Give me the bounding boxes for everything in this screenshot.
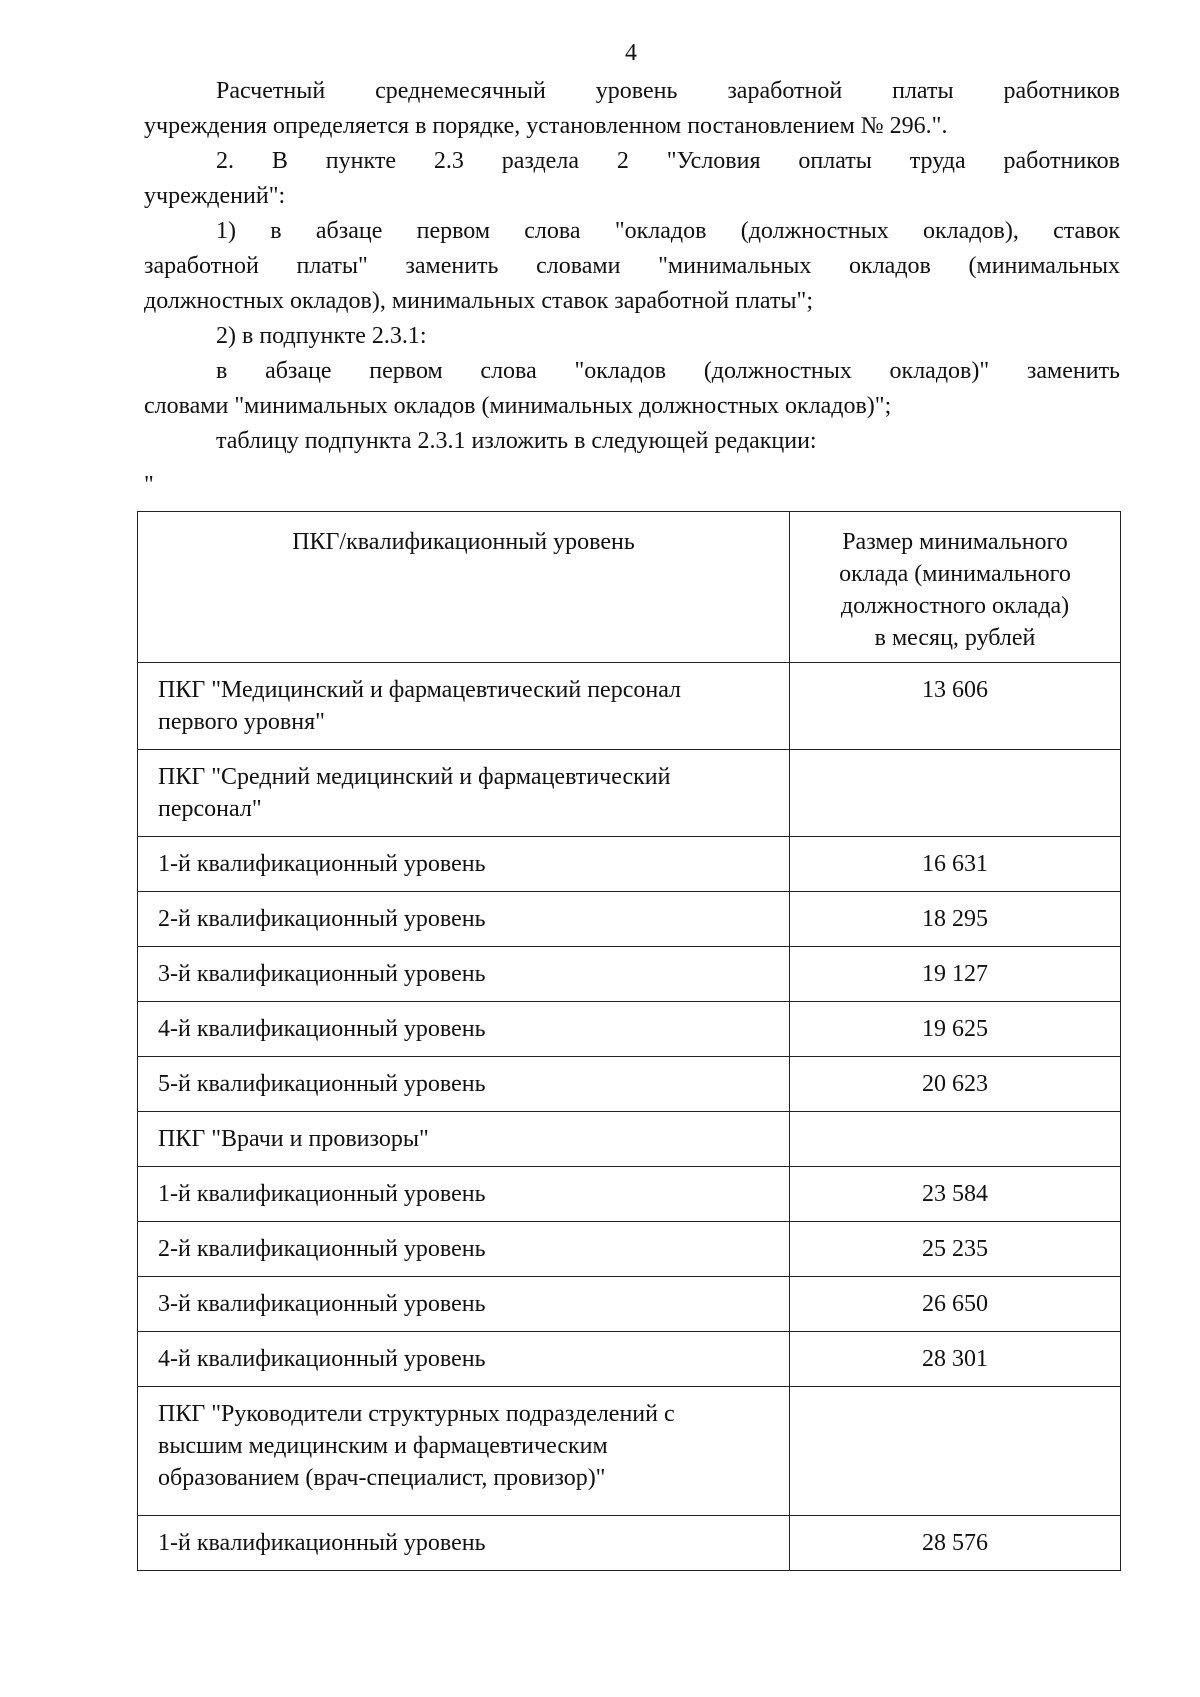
row-salary-cell: 20 623 [790,1057,1121,1112]
table-row [138,837,1121,892]
body-line: заработной платы" заменить словами "минимальных окладов (минимальных [144,253,1120,279]
table-row [138,892,1121,947]
page-number: 4 [625,40,637,66]
row-salary-cell: 28 301 [790,1332,1121,1387]
row-category-line: персонал" [158,796,262,822]
body-line: 2) в подпункте 2.3.1: [216,323,427,349]
row-category-line: ПКГ "Средний медицинский и фармацевтический [158,764,671,790]
row-category-line: 5-й квалификационный уровень [158,1071,486,1097]
row-category-line: 4-й квалификационный уровень [158,1346,486,1372]
row-category-line: ПКГ "Руководители структурных подразделений с [158,1401,675,1427]
table-body [138,663,1121,1571]
body-line: Расчетный среднемесячный уровень заработной платы работников [216,78,1120,104]
row-category-line: 2-й квалификационный уровень [158,1236,486,1262]
row-category-line: образованием (врач-специалист, провизор)" [158,1465,606,1491]
salary-table [137,511,1121,1571]
row-category-cell [138,837,790,892]
body-line: учреждения определяется в порядке, установленном постановлением № 296.". [144,113,948,139]
table-row [138,750,1121,837]
row-category-cell [138,1112,790,1167]
row-category-line: высшим медицинским и фармацевтическим [158,1433,608,1459]
body-line: словами "минимальных окладов (минимальных должностных окладов)"; [144,393,892,419]
header-line: оклада (минимального [839,561,1071,587]
body-line: в абзаце первом слова "окладов (должностных окладов)" заменить [216,358,1120,384]
body-line: таблицу подпункта 2.3.1 изложить в следующей редакции: [216,428,817,454]
row-category-cell [138,1387,790,1516]
row-category-cell [138,750,790,837]
row-category-line: 1-й квалификационный уровень [158,1530,486,1556]
row-category-cell [138,1002,790,1057]
row-category-cell [138,892,790,947]
table-row [138,1516,1121,1571]
row-category-line: ПКГ "Медицинский и фармацевтический персонал [158,677,682,703]
row-category-line: 4-й квалификационный уровень [158,1016,486,1042]
row-salary-cell: 13 606 [790,663,1121,750]
row-category-cell [138,1332,790,1387]
body-line: должностных окладов), минимальных ставок заработной платы"; [144,288,814,314]
header-line: должностного оклада) [840,593,1070,619]
row-salary-cell: 23 584 [790,1167,1121,1222]
table-row [138,1112,1121,1167]
row-category-line: 1-й квалификационный уровень [158,1181,486,1207]
row-salary-cell: 28 576 [790,1516,1121,1571]
row-category-cell [138,1167,790,1222]
row-salary-cell [790,1387,1121,1516]
header-min-salary [790,512,1121,663]
row-salary-cell: 18 295 [790,892,1121,947]
table-row [138,1002,1121,1057]
row-category-cell [138,663,790,750]
header-line: Размер минимального [842,529,1068,555]
table-row [138,663,1121,750]
body-line: учреждений": [144,183,286,209]
body-line: 1) в абзаце первом слова "окладов (должностных окладов), ставок [216,218,1120,244]
table-row [138,1222,1121,1277]
row-category-line: ПКГ "Врачи и провизоры" [158,1126,429,1152]
table-row [138,1057,1121,1112]
header-qualification-level: ПКГ/квалификационный уровень [138,512,790,663]
table-row [138,1387,1121,1516]
table-row [138,1167,1121,1222]
row-salary-cell: 16 631 [790,837,1121,892]
row-salary-cell: 19 625 [790,1002,1121,1057]
row-salary-cell: 26 650 [790,1277,1121,1332]
row-category-line: 3-й квалификационный уровень [158,961,486,987]
opening-quote-mark: " [144,472,154,498]
document-body [144,74,1120,459]
row-salary-cell [790,750,1121,837]
body-line: 2. В пункте 2.3 раздела 2 "Условия оплаты труда работников [216,148,1120,174]
table-row [138,947,1121,1002]
table-row [138,1277,1121,1332]
row-salary-cell [790,1112,1121,1167]
row-category-cell [138,1057,790,1112]
row-category-line: первого уровня" [158,709,325,735]
header-line: в месяц, рублей [874,625,1036,651]
row-category-cell [138,947,790,1002]
row-salary-cell: 19 127 [790,947,1121,1002]
table-header-row [138,512,1121,663]
row-category-cell [138,1222,790,1277]
row-category-line: 1-й квалификационный уровень [158,851,486,877]
table-row [138,1332,1121,1387]
row-category-line: 2-й квалификационный уровень [158,906,486,932]
row-category-cell [138,1277,790,1332]
row-category-line: 3-й квалификационный уровень [158,1291,486,1317]
row-salary-cell: 25 235 [790,1222,1121,1277]
row-category-cell [138,1516,790,1571]
